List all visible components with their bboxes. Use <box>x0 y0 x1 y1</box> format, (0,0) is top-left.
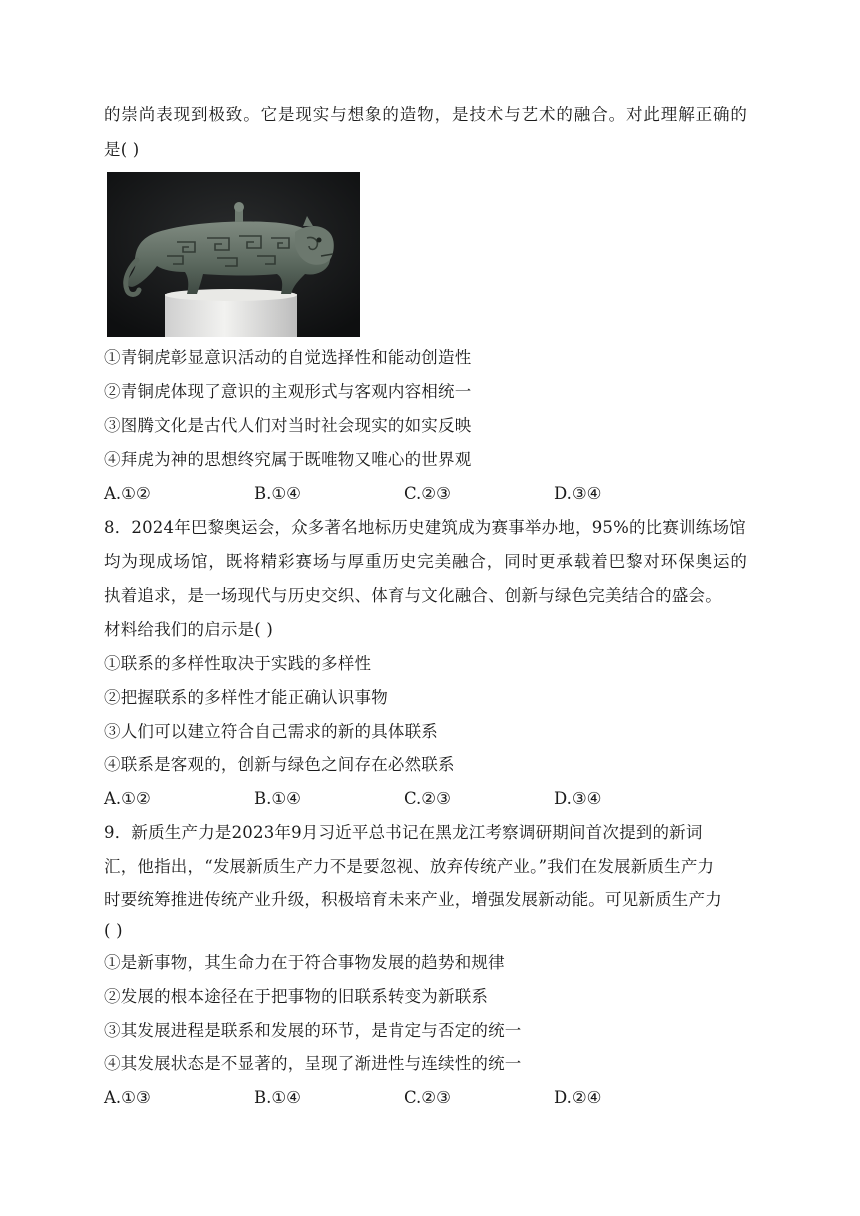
q9-stem-line-1: 9．新质生产力是2023年9月习近平总书记在黑龙江考察调研期间首次提到的新词 <box>104 823 703 842</box>
q9-item-4: ④其发展状态是不显著的，呈现了渐进性与连续性的统一 <box>104 1054 522 1073</box>
q9-stem-line-3: 时要统筹推进传统产业升级，积极培育未来产业，增强发展新动能。可见新质生产力 <box>104 890 722 909</box>
q8-option-a[interactable]: A.①② <box>104 789 151 808</box>
q8-item-2: ②把握联系的多样性才能正确认识事物 <box>104 688 388 707</box>
q8-item-1: ①联系的多样性取决于实践的多样性 <box>104 654 372 673</box>
q8-option-c[interactable]: C.②③ <box>404 789 451 808</box>
q8-stem-line-2: 均为现成场馆，既将精彩赛场与厚重历史完美融合，同时更承载着巴黎对环保奥运的 <box>104 552 748 571</box>
q9-stem-line-4: ( ) <box>104 921 123 940</box>
q9-options <box>104 1087 724 1109</box>
q9-stem-line-2: 汇，他指出，“发展新质生产力不是要忽视、放弃传统产业。”我们在发展新质生产力 <box>104 857 715 876</box>
q7-options <box>104 483 724 505</box>
q8-option-d[interactable]: D.③④ <box>554 789 602 808</box>
q7-option-a[interactable]: A.①② <box>104 484 151 503</box>
q7-item-1: ①青铜虎彰显意识活动的自觉选择性和能动创造性 <box>104 348 472 367</box>
q7-item-2: ②青铜虎体现了意识的主观形式与客观内容相统一 <box>104 382 472 401</box>
q9-option-d[interactable]: D.②④ <box>554 1088 602 1107</box>
q8-stem-line-3: 执着追求，是一场现代与历史交织、体育与文化融合、创新与绿色完美结合的盛会。 <box>104 586 722 605</box>
q8-options <box>104 788 724 810</box>
q9-option-a[interactable]: A.①③ <box>104 1088 151 1107</box>
q9-option-b[interactable]: B.①④ <box>254 1088 301 1107</box>
bronze-tiger-photo <box>107 172 360 337</box>
q9-item-2: ②发展的根本途径在于把事物的旧联系转变为新联系 <box>104 987 489 1006</box>
q7-option-c[interactable]: C.②③ <box>404 484 451 503</box>
q7-stem-line-2: 是( ) <box>104 140 140 159</box>
q9-item-3: ③其发展进程是联系和发展的环节，是肯定与否定的统一 <box>104 1021 522 1040</box>
q7-stem-line-1: 的崇尚表现到极致。它是现实与想象的造物，是技术与艺术的融合。对此理解正确的 <box>104 105 748 124</box>
q8-option-b[interactable]: B.①④ <box>254 789 301 808</box>
q8-item-4: ④联系是客观的，创新与绿色之间存在必然联系 <box>104 755 455 774</box>
q7-option-b[interactable]: B.①④ <box>254 484 301 503</box>
q7-item-4: ④拜虎为神的思想终究属于既唯物又唯心的世界观 <box>104 450 472 469</box>
q7-option-d[interactable]: D.③④ <box>554 484 602 503</box>
q9-item-1: ①是新事物，其生命力在于符合事物发展的趋势和规律 <box>104 953 505 972</box>
q8-stem-line-1: 8．2024年巴黎奥运会，众多著名地标历史建筑成为赛事举办地，95%的比赛训练场馆 <box>104 518 746 537</box>
q7-item-3: ③图腾文化是古代人们对当时社会现实的如实反映 <box>104 416 472 435</box>
q9-option-c[interactable]: C.②③ <box>404 1088 451 1107</box>
q8-stem-line-4: 材料给我们的启示是( ) <box>104 620 274 639</box>
q8-item-3: ③人们可以建立符合自己需求的新的具体联系 <box>104 722 438 741</box>
